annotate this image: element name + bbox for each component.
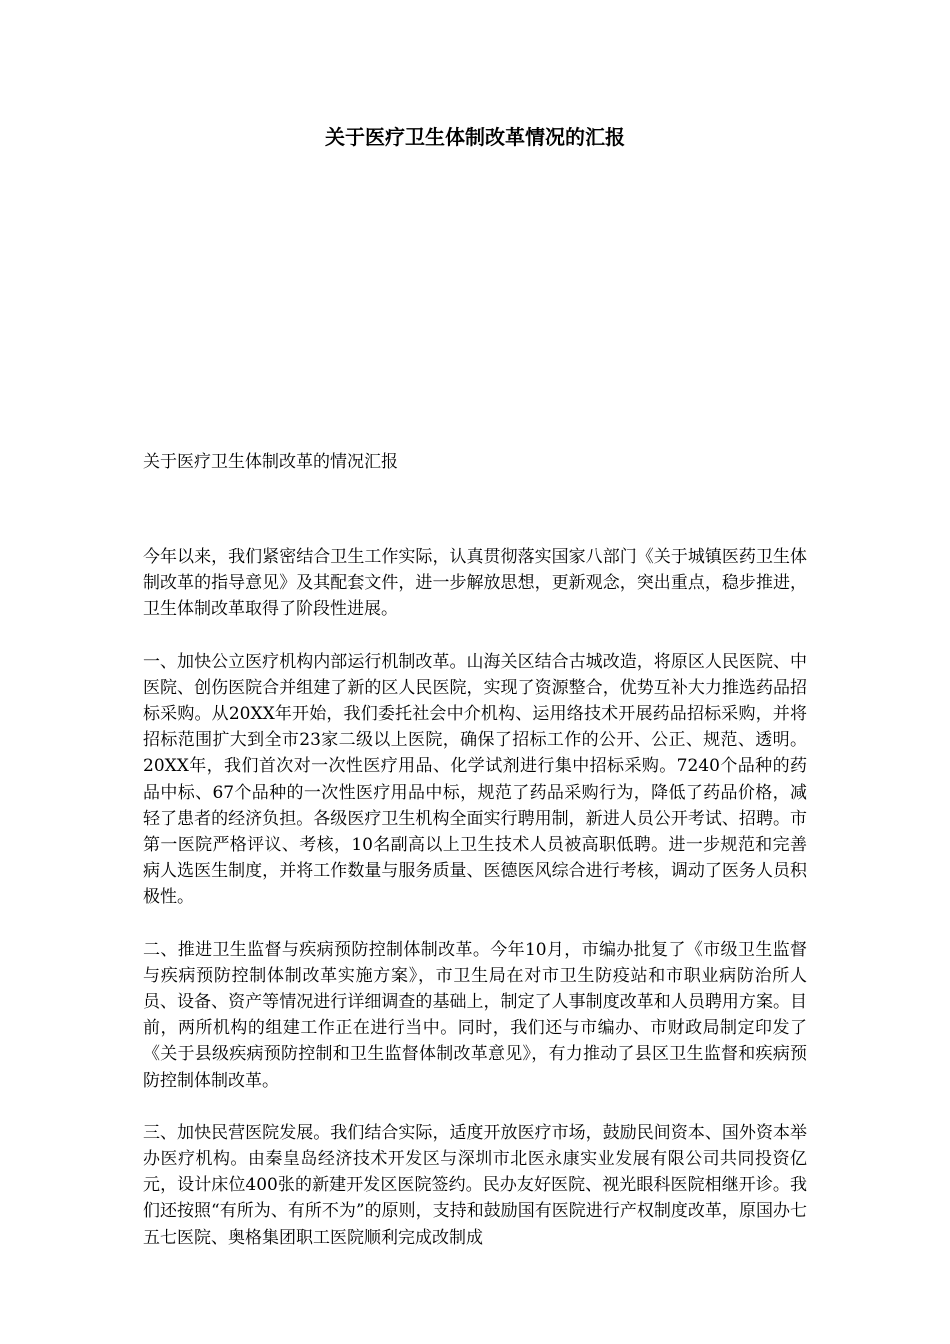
document-body xyxy=(143,544,807,1277)
document-title: 关于医疗卫生体制改革情况的汇报 xyxy=(325,125,625,149)
paragraph-section-1: 一、加快公立医疗机构内部运行机制改革。山海关区结合古城改造，将原区人民医院、中医院、创伤医院合并组建了新的区人民医院，实现了资源整合，优势互补大力推选药品招标采购。从20XX年开始，我们委托社会中介机构、运用络技术开展药品招标采购，并将招标范围扩大到全市23家二级以上医院，确保了招标工作的公开、公正、规范、透明。20XX年，我们首次对一次性医疗用品、化学试剂进行集中招标采购。7240个品种的药品中标、67个品种的一次性医疗用品中标，规范了药品采购行为，降低了药品价格，减轻了患者的经济负担。各级医疗卫生机构全面实行聘用制，新进人员公开考试、招聘。市第一医院严格评议、考核，10名副高以上卫生技术人员被高职低聘。进一步规范和完善病人选医生制度，并将工作数量与服务质量、医德医风综合进行考核，调动了医务人员积极性。 xyxy=(143,651,807,908)
paragraph-intro: 今年以来，我们紧密结合卫生工作实际，认真贯彻落实国家八部门《关于城镇医药卫生体制改革的指导意见》及其配套文件，进一步解放思想，更新观念，突出重点，稳步推进，卫生体制改革取得了阶段性进展。 xyxy=(143,547,807,620)
paragraph-section-2: 二、推进卫生监督与疾病预防控制体制改革。今年10月，市编办批复了《市级卫生监督与疾病预防控制体制改革实施方案》，市卫生局在对市卫生防疫站和市职业病防治所人员、设备、资产等情况进行详细调查的基础上，制定了人事制度改革和人员聘用方案。目前，两所机构的组建工作正在进行当中。同时，我们还与市编办、市财政局制定印发了《关于县级疾病预防控制和卫生监督体制改革意见》，有力推动了县区卫生监督和疾病预防控制体制改革。 xyxy=(143,939,807,1091)
document-subtitle: 关于医疗卫生体制改革的情况汇报 xyxy=(143,452,398,472)
paragraph-section-3: 三、加快民营医院发展。我们结合实际，适度开放医疗市场，鼓励民间资本、国外资本举办医疗机构。由秦皇岛经济技术开发区与深圳市北医永康实业发展有限公司共同投资亿元，设计床位400张的新建开发区医院签约。民办友好医院、视光眼科医院相继开诊。我们还按照“有所为、有所不为”的原则，支持和鼓励国有医院进行产权制度改革，原国办七五七医院、奥格集团职工医院顺利完成改制成 xyxy=(143,1122,807,1248)
